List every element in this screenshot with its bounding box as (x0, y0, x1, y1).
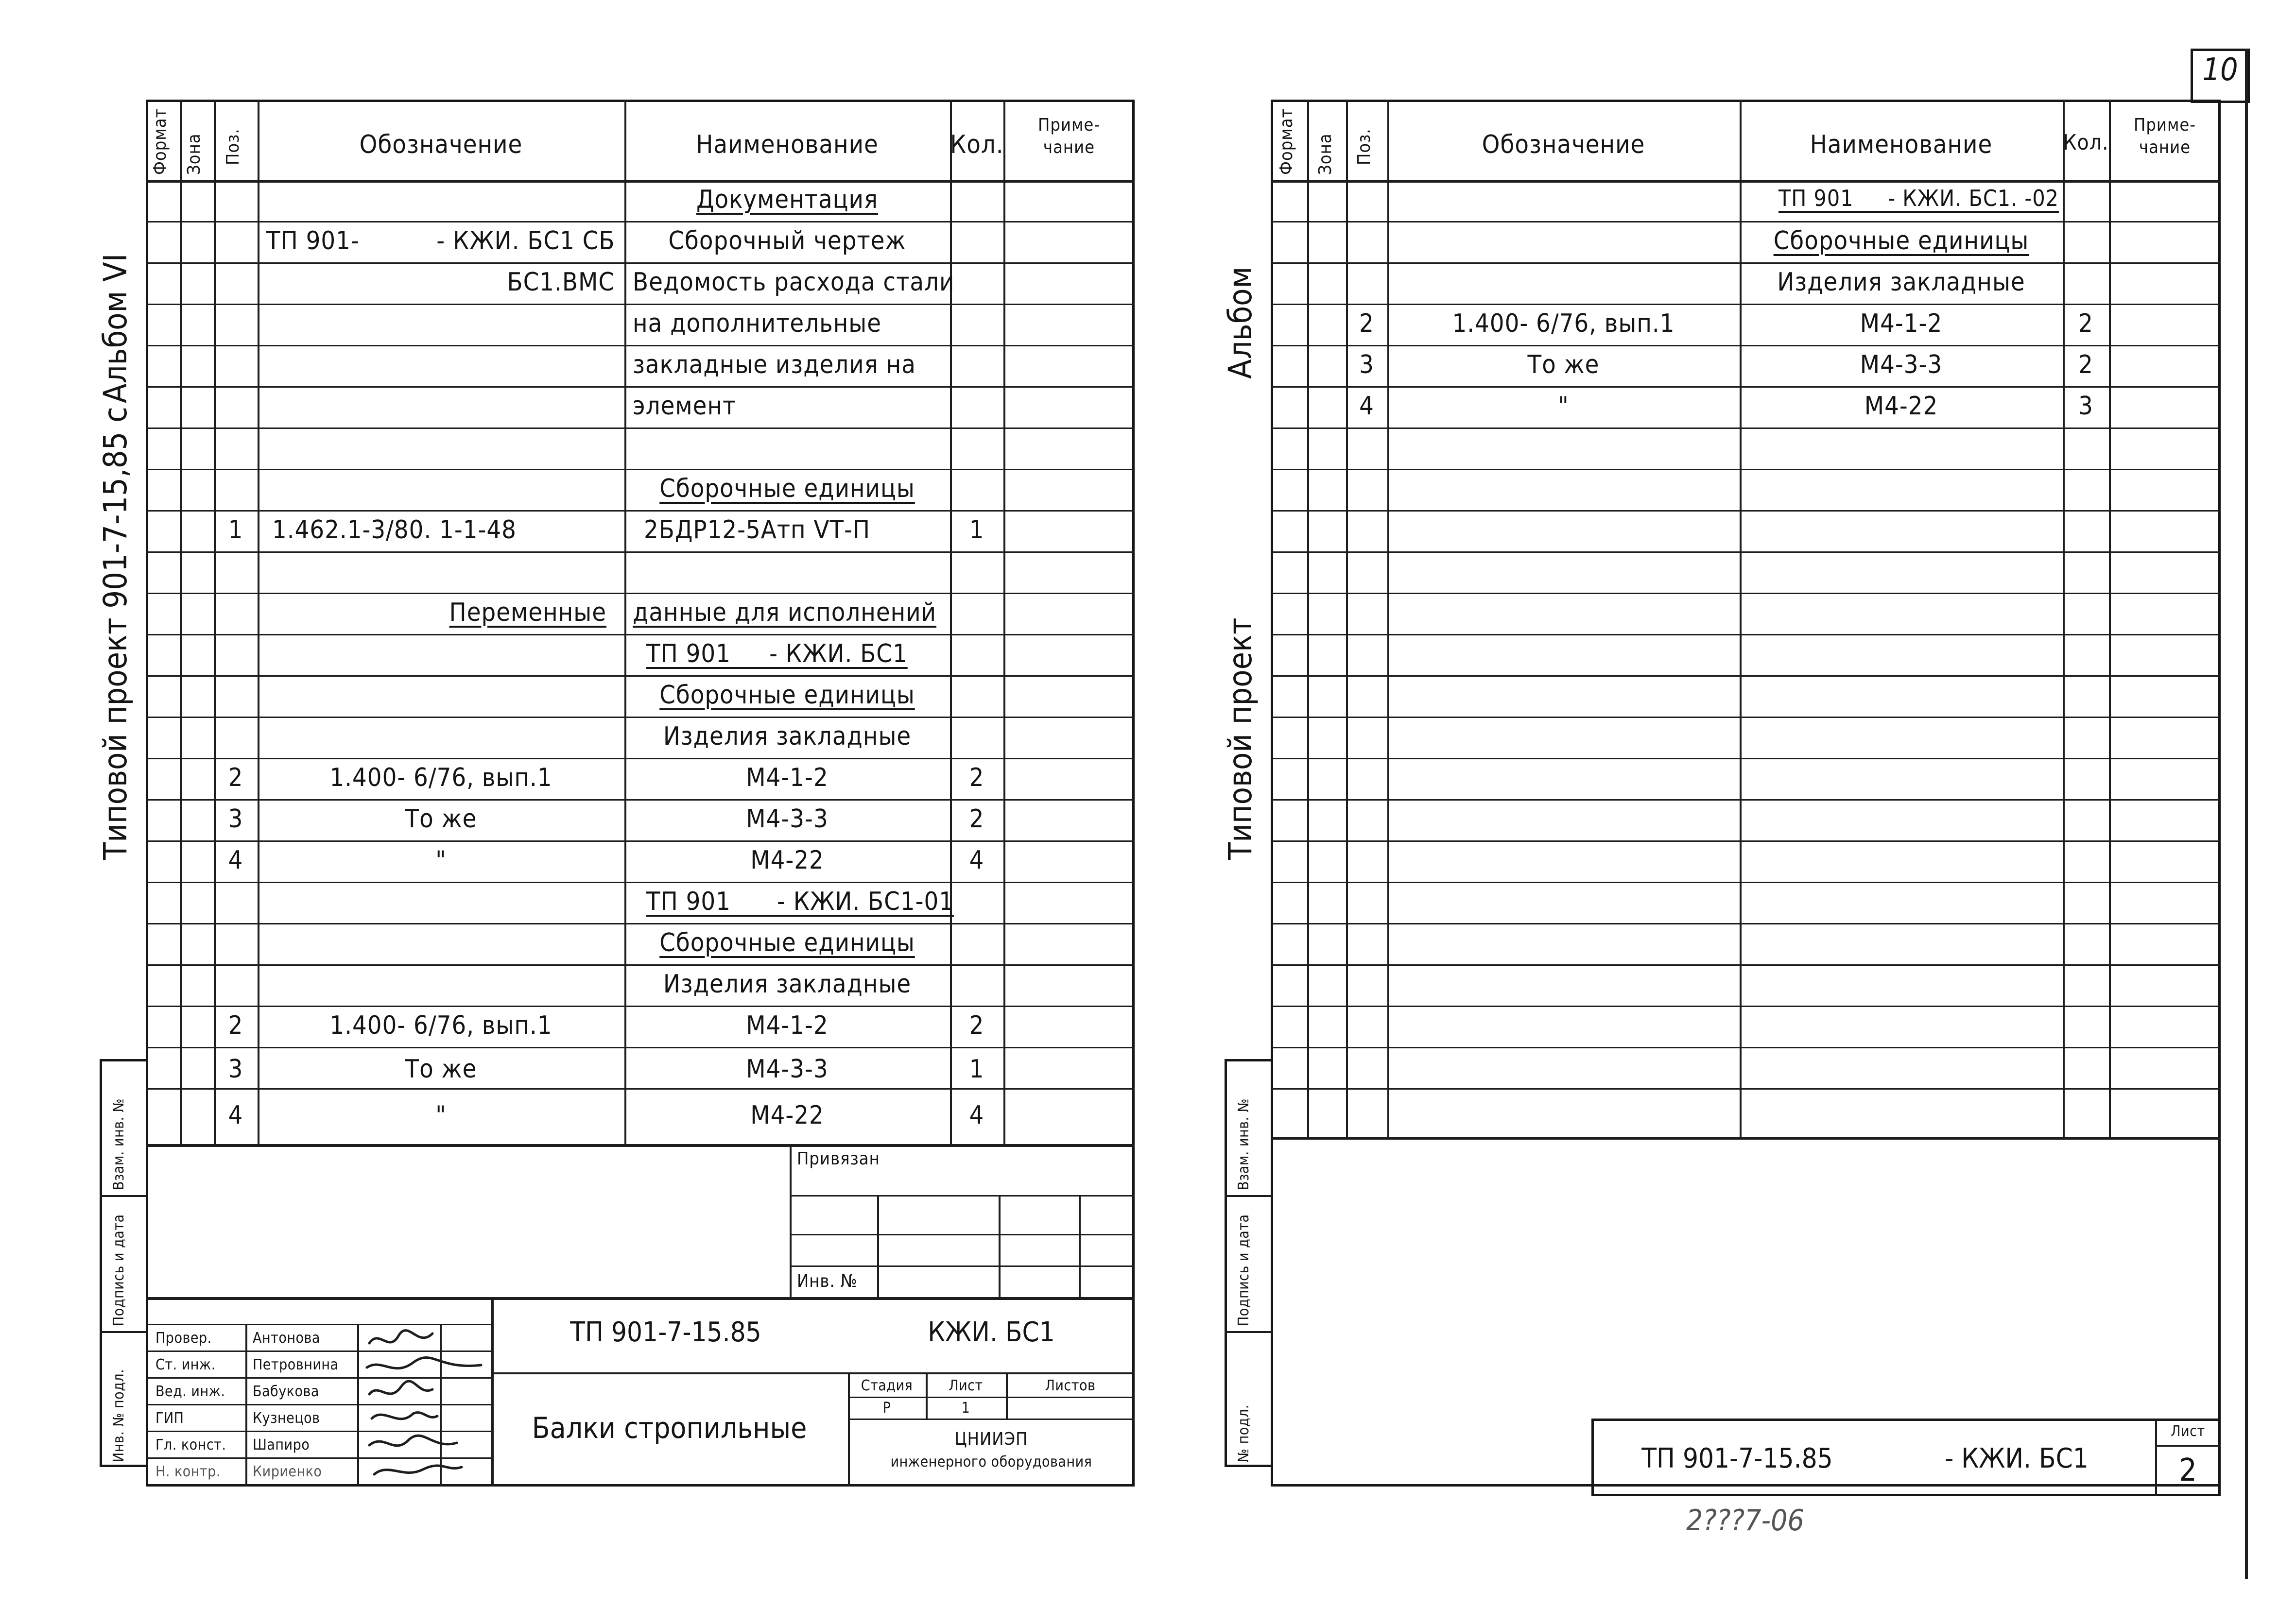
left-title: Балки стропильные (532, 1411, 807, 1445)
left-inv-no: Инв. № (797, 1271, 858, 1291)
left-header-name: Наименование (696, 130, 879, 159)
left-row-9-qty: 1 (969, 515, 984, 545)
right-row-4-designation: 1.400- 6/76, вып.1 (1452, 309, 1675, 338)
left-margin-album: Альбом VI (97, 253, 134, 403)
left-row-20-name: Изделия закладные (663, 970, 912, 999)
left-row-11-designation: Переменные (449, 598, 606, 627)
right-row-5-name: М4-3-3 (1860, 350, 1943, 379)
left-stage: Р (882, 1400, 891, 1417)
right-row-4-pos: 2 (1359, 309, 1374, 338)
right-stamp-podpis: Подпись и дата (1235, 1214, 1252, 1326)
left-row-17-designation: " (435, 846, 447, 875)
right-stamp-vzam: Взам. инв. № (1235, 1098, 1252, 1190)
right-row-6-name: М4-22 (1864, 392, 1938, 421)
right-sheet-label: Лист (2171, 1423, 2205, 1440)
left-row-19-name: Сборочные единицы (659, 928, 915, 957)
left-row-3-designation: БС1.ВМС (507, 268, 615, 297)
left-row-16-pos: 3 (228, 804, 243, 834)
left-row-21-qty: 2 (969, 1011, 984, 1040)
left-stamp-podpis: Подпись и дата (110, 1214, 127, 1326)
left-row-15-designation: 1.400- 6/76, вып.1 (329, 763, 552, 792)
left-row-22-qty: 1 (969, 1055, 984, 1084)
left-row-21-designation: 1.400- 6/76, вып.1 (329, 1011, 552, 1040)
left-row-23-designation: " (435, 1101, 447, 1130)
right-row-4-name: М4-1-2 (1860, 309, 1943, 338)
left-row-16-designation: То же (405, 804, 477, 834)
left-name-3: Бабукова (253, 1383, 319, 1400)
right-row-1-name: ТП 901 - КЖИ. БС1. -02 (1778, 185, 2059, 211)
left-name-6: Кириенко (253, 1463, 322, 1480)
right-row-5-pos: 3 (1359, 350, 1374, 379)
right-header-pos: Поз. (1354, 128, 1374, 165)
left-row-15-pos: 2 (228, 763, 243, 792)
left-row-11-name: данные для исполнений (633, 598, 937, 627)
left-row-21-pos: 2 (228, 1011, 243, 1040)
right-sheet: 2 (2179, 1453, 2197, 1488)
right-doc-number: ТП 901-7-15.85 (1641, 1443, 1833, 1474)
left-row-16-qty: 2 (969, 804, 984, 834)
left-row-21-name: М4-1-2 (746, 1011, 829, 1040)
right-margin-album: Альбом (1222, 266, 1259, 379)
right-header-zone: Зона (1315, 133, 1335, 175)
left-row-9-pos: 1 (228, 515, 243, 545)
left-privyazan: Привязан (797, 1149, 880, 1169)
right-row-4-qty: 2 (2078, 309, 2093, 338)
right-row-5-designation: То же (1527, 350, 1600, 379)
left-row-1-name: Документация (696, 185, 879, 214)
right-row-5-qty: 2 (2078, 350, 2093, 379)
right-row-6-pos: 4 (1359, 392, 1374, 421)
left-name-4: Кузнецов (253, 1410, 320, 1427)
left-row-15-qty: 2 (969, 763, 984, 792)
stamp-number: 2???7-06 (1686, 1504, 1804, 1538)
left-row-22-designation: То же (405, 1055, 477, 1084)
left-row-4-name: на дополнительные (633, 309, 882, 338)
left-row-3-name: Ведомость расхода стали (633, 268, 955, 297)
right-doc-code: - КЖИ. БС1 (1945, 1443, 2089, 1474)
left-row-23-pos: 4 (228, 1101, 243, 1130)
left-row-22-name: М4-3-3 (746, 1055, 829, 1084)
left-role-3: Вед. инж. (155, 1383, 225, 1400)
left-stamp-inv-podl: Инв. № подл. (110, 1368, 127, 1462)
right-row-6-designation: " (1558, 392, 1569, 421)
page-number: 10 (2202, 52, 2238, 88)
left-sheet: 1 (961, 1400, 970, 1417)
left-header-pos: Поз. (223, 128, 243, 165)
left-row-9-name: 2БДР12-5Атп VТ-П (644, 515, 871, 545)
left-role-5: Гл. конст. (155, 1436, 226, 1453)
left-row-12-name: ТП 901 - КЖИ. БС1 (646, 639, 908, 668)
right-row-6-qty: 3 (2078, 392, 2093, 421)
left-row-17-name: М4-22 (750, 846, 824, 875)
right-header-note-1: Приме- (2133, 115, 2196, 135)
right-row-3-name: Изделия закладные (1777, 268, 2025, 297)
left-role-1: Провер. (155, 1330, 212, 1347)
left-row-22-pos: 3 (228, 1055, 243, 1084)
left-header-note-1: Приме- (1037, 115, 1101, 135)
left-role-2: Ст. инж. (155, 1356, 216, 1373)
left-row-13-name: Сборочные единицы (659, 681, 915, 710)
left-row-14-name: Изделия закладные (663, 722, 912, 751)
left-header-note-2: чание (1043, 137, 1095, 157)
right-sheet-frame (1271, 100, 2221, 1487)
left-role-4: ГИП (155, 1410, 184, 1427)
left-row-23-name: М4-22 (750, 1101, 824, 1130)
left-stamp-vzam: Взам. инв. № (110, 1098, 127, 1190)
right-stamp-inv-podl: № подл. (1235, 1404, 1252, 1462)
left-sheet-frame (146, 100, 1135, 1487)
right-header-designation: Обозначение (1482, 130, 1645, 159)
left-header-zone: Зона (184, 133, 204, 175)
left-margin-title: Типовой проект 901-7-15,85 с (97, 407, 134, 860)
right-header-note-2: чание (2139, 137, 2191, 157)
left-header-designation: Обозначение (359, 130, 523, 159)
left-row-23-qty: 4 (969, 1101, 984, 1130)
left-stage-label: Стадия (861, 1377, 913, 1394)
left-row-9-designation: 1.462.1-3/80. 1-1-48 (272, 515, 517, 545)
left-name-2: Петровнина (253, 1356, 339, 1373)
left-role-6: Н. контр. (155, 1463, 221, 1480)
left-row-18-name: ТП 901 - КЖИ. БС1-01 (646, 887, 954, 916)
left-row-17-qty: 4 (969, 846, 984, 875)
left-row-2-name: Сборочный чертеж (668, 226, 906, 256)
left-doc-number: ТП 901-7-15.85 (570, 1316, 761, 1348)
left-row-16-name: М4-3-3 (746, 804, 829, 834)
right-margin-title: Типовой проект (1222, 617, 1259, 860)
left-row-17-pos: 4 (228, 846, 243, 875)
left-sheet-label: Лист (949, 1377, 983, 1394)
left-header-format: Формат (150, 108, 170, 175)
left-name-1: Антонова (253, 1330, 320, 1347)
left-name-5: Шапиро (253, 1436, 310, 1453)
right-header-format: Формат (1277, 108, 1296, 175)
left-row-2-designation: ТП 901- - КЖИ. БС1 СБ (266, 226, 615, 256)
left-row-15-name: М4-1-2 (746, 763, 829, 792)
left-org-line-1: ЦНИИЭП (954, 1429, 1028, 1449)
left-header-qty: Кол. (950, 130, 1004, 159)
left-doc-code: КЖИ. БС1 (928, 1316, 1055, 1348)
right-header-qty: Кол. (2063, 130, 2109, 155)
signature-scribbles (360, 1324, 496, 1487)
left-row-6-name: элемент (633, 392, 737, 421)
right-header-name: Наименование (1810, 130, 1993, 159)
right-row-2-name: Сборочные единицы (1773, 226, 2029, 256)
left-org-line-2: инженерного оборудования (890, 1453, 1092, 1470)
left-row-5-name: закладные изделия на (633, 350, 916, 379)
left-row-8-name: Сборочные единицы (659, 474, 915, 503)
left-sheets-label: Листов (1045, 1377, 1096, 1394)
